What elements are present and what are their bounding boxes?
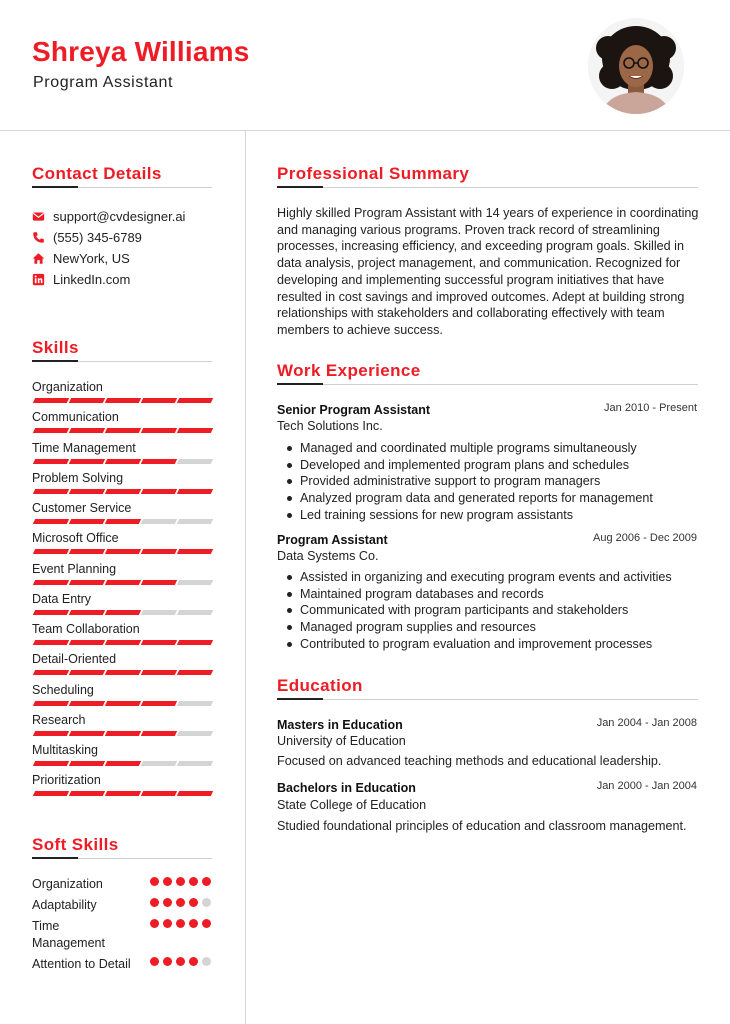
skill-bar-filled [33, 791, 69, 796]
skill-bar-empty [177, 459, 213, 464]
job-bullet: Contributed to program evaluation and improvement processes [284, 636, 704, 653]
skill-bar-filled [69, 428, 105, 433]
skill-item [32, 379, 212, 395]
skill-bar-filled [105, 428, 141, 433]
skill-bar-filled [33, 519, 69, 524]
skill-level-bars [32, 791, 212, 796]
skill-bar-empty [141, 761, 177, 766]
skill-name: Organization [32, 380, 103, 394]
soft-skill-dot-filled [189, 877, 198, 886]
skill-name: Time Management [32, 440, 136, 455]
phone-icon [32, 231, 45, 244]
skill-bar-filled [105, 761, 141, 766]
skill-bar-filled [177, 489, 213, 494]
skill-item [32, 591, 212, 607]
soft-skill-item [32, 956, 212, 973]
education-dates: Jan 2004 - Jan 2008 [596, 717, 697, 729]
soft-skill-item [32, 897, 212, 914]
skill-bar-filled [141, 549, 177, 554]
skill-bar-empty [177, 761, 213, 766]
skill-bar-filled [69, 640, 105, 645]
skill-bar-filled [177, 549, 213, 554]
skill-bar-filled [177, 670, 213, 675]
skill-bar-empty [177, 731, 213, 736]
soft-skill-dot-filled [176, 877, 185, 886]
job-bullet: Developed and implemented program plans and schedules [284, 457, 704, 474]
soft-skill-dot-filled [150, 957, 159, 966]
skill-bar-filled [105, 398, 141, 403]
skill-level-bars [32, 549, 212, 554]
soft-skill-dot-filled [163, 919, 172, 928]
skill-level-bars [32, 580, 212, 585]
skill-name: Event Planning [32, 561, 117, 576]
skill-bar-filled [69, 519, 105, 524]
experience-section-rule [277, 384, 698, 385]
contact-email[interactable] [32, 207, 185, 225]
skill-bar-empty [177, 519, 213, 524]
skill-name: Detail-Oriented [32, 652, 117, 667]
skill-name: Scheduling [32, 682, 94, 697]
contact-linkedin-text: LinkedIn.com [53, 271, 131, 287]
soft-skill-name: Organization [32, 877, 103, 891]
skill-bar-filled [105, 489, 141, 494]
soft-skill-dot-filled [176, 919, 185, 928]
experience-section-title: Work Experience [277, 361, 421, 380]
skill-bar-filled [33, 670, 69, 675]
skill-level-bars [32, 701, 212, 706]
soft-skill-dot-filled [176, 957, 185, 966]
education-degree: Masters in Education [277, 718, 403, 732]
skill-item [32, 530, 212, 546]
soft-skill-item [32, 918, 212, 952]
soft-skill-dot-filled [189, 919, 198, 928]
soft-skill-dot-filled [202, 877, 211, 886]
soft-skill-dot-filled [150, 898, 159, 907]
home-icon [32, 252, 45, 265]
skill-name: Data Entry [32, 591, 92, 606]
job-bullet: Managed and coordinated multiple programs simultaneously [284, 440, 704, 457]
skill-item [32, 742, 212, 758]
skill-bar-filled [105, 610, 141, 615]
education-school: University of Education [277, 734, 406, 748]
skill-item [32, 500, 212, 516]
skill-bar-filled [33, 580, 69, 585]
soft-skill-dot-empty [202, 898, 211, 907]
skill-name: Team Collaboration [32, 622, 140, 636]
summary-section-title: Professional Summary [277, 164, 470, 183]
job-bullet: Assisted in organizing and executing program events and activities [284, 569, 704, 586]
job-company: Tech Solutions Inc. [277, 419, 383, 433]
skill-name: Microsoft Office [32, 531, 119, 546]
skill-name: Problem Solving [32, 470, 124, 485]
skill-bar-filled [33, 549, 69, 554]
skill-bar-filled [33, 701, 69, 706]
skill-bar-filled [141, 459, 177, 464]
skill-item [32, 772, 212, 788]
education-description: Studied foundational principles of education and classroom management. [277, 819, 687, 833]
summary-text: Highly skilled Program Assistant with 14 years of experience in coordinating and managing various programs. Proven track record of streamlining processes, increasing efficiency, and exceeding program goals. Skilled in data analysis, project management, and communication. Recognized for developing and implementing successful program initiatives that have resulted in cost savings and improved outcomes. Adept at building strong relationships with stakeholders and collaborating effectively with team members to achieve success. [277, 206, 699, 337]
skill-item [32, 712, 212, 728]
skill-item [32, 621, 212, 637]
soft-skill-dot-filled [176, 898, 185, 907]
job-bullet: Provided administrative support to program managers [284, 473, 704, 490]
soft-skills-section-rule [32, 858, 212, 859]
soft-skill-name: Time Management [32, 919, 105, 950]
soft-skill-dot-filled [150, 919, 159, 928]
skill-bar-filled [141, 670, 177, 675]
job-bullet: Communicated with program participants and stakeholders [284, 602, 704, 619]
soft-skill-dot-filled [150, 877, 159, 886]
skill-level-bars [32, 761, 212, 766]
skill-level-bars [32, 670, 212, 675]
skill-item [32, 561, 212, 577]
skill-item [32, 682, 212, 698]
candidate-name: Shreya Williams [32, 36, 250, 67]
skill-bar-filled [141, 791, 177, 796]
education-description: Focused on advanced teaching methods and educational leadership. [277, 754, 662, 768]
skill-bar-filled [105, 549, 141, 554]
contact-linkedin[interactable] [32, 270, 130, 288]
skill-name: Research [32, 712, 86, 727]
soft-skill-dot-filled [189, 957, 198, 966]
skill-bar-filled [105, 519, 141, 524]
avatar [588, 18, 684, 114]
skill-bar-empty [177, 580, 213, 585]
education-school: State College of Education [277, 798, 427, 812]
skill-bar-filled [177, 791, 213, 796]
skill-bar-filled [33, 459, 69, 464]
job-dates: Jan 2010 - Present [604, 402, 697, 414]
skill-bar-empty [141, 519, 177, 524]
skill-bar-filled [33, 610, 69, 615]
contact-section-rule [32, 187, 212, 188]
skill-bar-filled [69, 731, 105, 736]
skill-level-bars [32, 640, 212, 645]
skill-bar-filled [69, 580, 105, 585]
skill-bar-filled [141, 398, 177, 403]
skill-level-bars [32, 489, 212, 494]
skill-bar-filled [141, 489, 177, 494]
skill-bar-filled [141, 640, 177, 645]
contact-location [32, 249, 130, 267]
job-bullets [284, 440, 704, 524]
contact-phone-text: (555) 345-6789 [53, 229, 142, 245]
skill-bar-filled [141, 701, 177, 706]
skill-bar-filled [69, 761, 105, 766]
skill-bar-filled [69, 791, 105, 796]
contact-email-text: support@cvdesigner.ai [53, 208, 186, 224]
skill-bar-filled [105, 791, 141, 796]
skill-bar-filled [69, 610, 105, 615]
skill-bar-filled [69, 398, 105, 403]
skill-bar-filled [33, 761, 69, 766]
skill-name: Prioritization [32, 773, 101, 788]
skill-name: Customer Service [32, 501, 132, 515]
job-bullet: Led training sessions for new program assistants [284, 507, 704, 524]
skill-level-bars [32, 428, 212, 433]
person-photo-icon [588, 18, 684, 114]
skill-bar-filled [105, 731, 141, 736]
soft-skills-section-title: Soft Skills [32, 835, 119, 854]
skill-bar-filled [69, 459, 105, 464]
soft-skill-dot-filled [163, 877, 172, 886]
skills-section-rule [32, 361, 212, 362]
job-bullet: Analyzed program data and generated reports for management [284, 490, 704, 507]
skill-bar-empty [141, 610, 177, 615]
skill-level-bars [32, 610, 212, 615]
education-section-title: Education [277, 676, 363, 695]
skill-level-bars [32, 459, 212, 464]
skill-bar-filled [69, 670, 105, 675]
skill-bar-filled [69, 701, 105, 706]
header-divider [0, 130, 730, 131]
skill-bar-filled [33, 731, 69, 736]
skill-bar-filled [33, 489, 69, 494]
soft-skill-dot-filled [163, 898, 172, 907]
skill-level-bars [32, 519, 212, 524]
skill-bar-filled [33, 398, 69, 403]
contact-phone[interactable] [32, 228, 142, 246]
skill-bar-filled [105, 640, 141, 645]
skill-item [32, 651, 212, 667]
skill-bar-empty [177, 701, 213, 706]
skill-item [32, 409, 212, 425]
job-bullet: Maintained program databases and records [284, 586, 704, 603]
skill-bar-filled [177, 398, 213, 403]
summary-section-rule [277, 187, 698, 188]
skill-bar-filled [141, 731, 177, 736]
skill-bar-filled [141, 580, 177, 585]
job-title: Program Assistant [277, 533, 388, 547]
skill-bar-filled [141, 428, 177, 433]
envelope-icon [32, 210, 45, 223]
job-bullet: Managed program supplies and resources [284, 619, 704, 636]
soft-skill-name: Adaptability [32, 898, 97, 912]
contact-section-title: Contact Details [32, 164, 162, 183]
soft-skill-item [32, 876, 212, 893]
skill-bar-filled [69, 489, 105, 494]
skill-level-bars [32, 731, 212, 736]
skill-name: Multitasking [32, 743, 98, 757]
skill-bar-filled [33, 428, 69, 433]
soft-skill-dot-filled [189, 898, 198, 907]
job-title: Senior Program Assistant [277, 403, 431, 417]
contact-location-text: NewYork, US [53, 250, 130, 266]
soft-skill-dot-filled [163, 957, 172, 966]
skill-item [32, 440, 212, 456]
skill-bar-filled [105, 580, 141, 585]
job-bullets [284, 569, 704, 653]
job-company: Data Systems Co. [277, 549, 379, 563]
resume-header [0, 0, 730, 130]
soft-skill-dot-empty [202, 957, 211, 966]
skill-name: Communication [32, 410, 119, 425]
skills-section-title: Skills [32, 338, 79, 357]
soft-skill-name: Attention to Detail [32, 957, 131, 971]
education-degree: Bachelors in Education [277, 781, 416, 795]
skill-item [32, 470, 212, 486]
education-dates: Jan 2000 - Jan 2004 [596, 780, 697, 792]
skill-level-bars [32, 398, 212, 403]
skill-bar-filled [105, 459, 141, 464]
candidate-role: Program Assistant [33, 74, 174, 91]
skill-bar-filled [177, 640, 213, 645]
skill-bar-filled [69, 549, 105, 554]
skill-bar-filled [105, 701, 141, 706]
education-section-rule [277, 699, 698, 700]
column-divider [245, 131, 246, 1024]
skill-bar-filled [105, 670, 141, 675]
skill-bar-filled [177, 428, 213, 433]
skill-bar-empty [177, 610, 213, 615]
soft-skill-dot-filled [202, 919, 211, 928]
linkedin-icon [32, 273, 45, 286]
skill-bar-filled [33, 640, 69, 645]
job-dates: Aug 2006 - Dec 2009 [593, 532, 697, 544]
